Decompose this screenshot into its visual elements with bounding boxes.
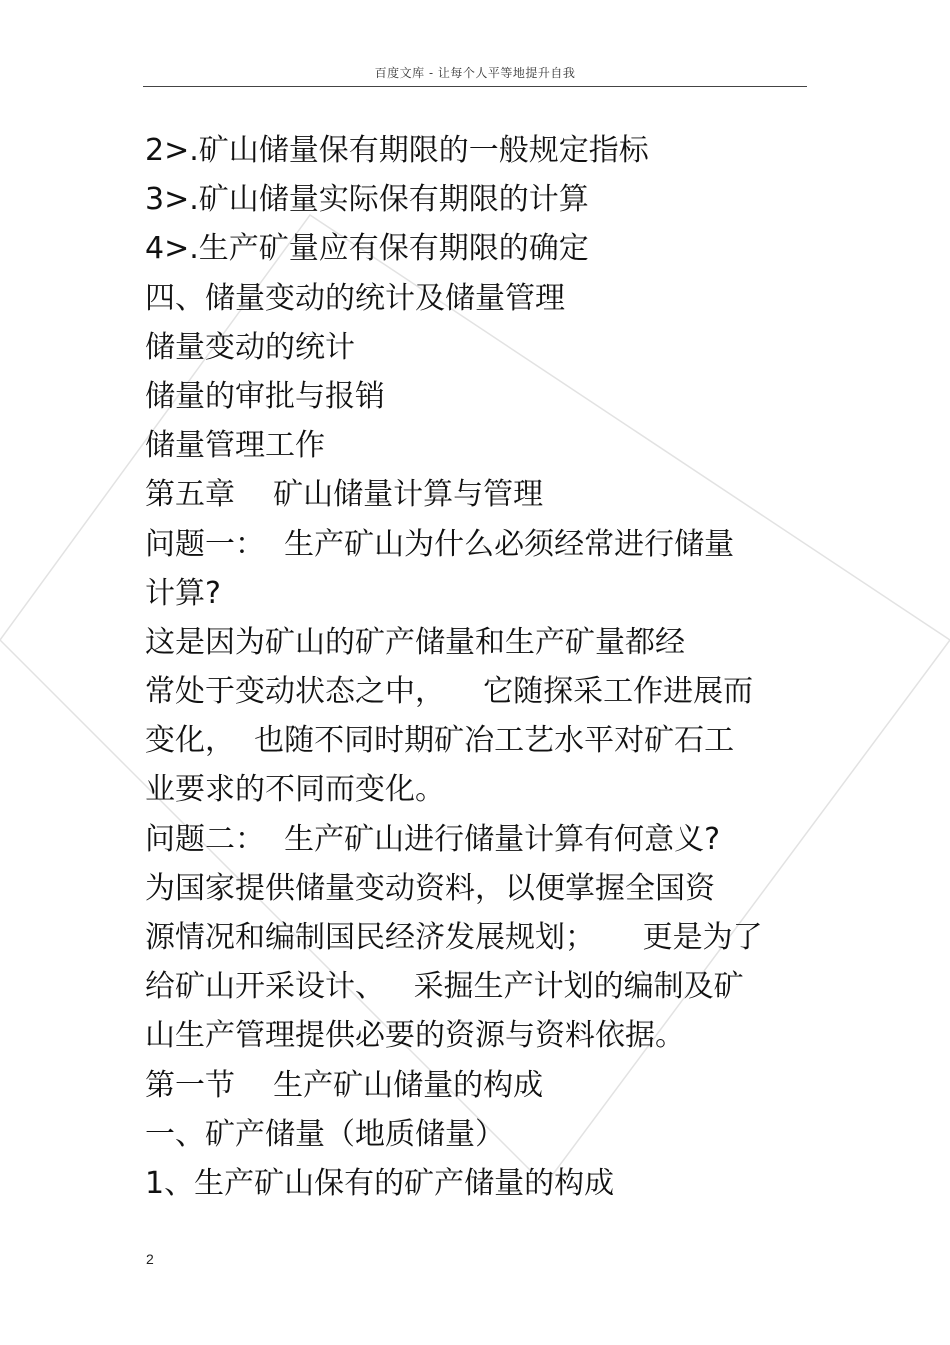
text-line: 为国家提供储量变动资料，以便掌握全国资 (145, 870, 715, 906)
text-line: 储量的审批与报销 (145, 378, 385, 414)
text-line: 这是因为矿山的矿产储量和生产矿量都经 (145, 624, 685, 660)
text-line: 源情况和编制国民经济发展规划； 更是为了 (145, 920, 763, 955)
page-number: 2 (146, 1251, 154, 1267)
chapter-heading: 第五章 矿山储量计算与管理 (145, 477, 544, 513)
section-heading: 第一节 生产矿山储量的构成 (145, 1067, 544, 1103)
text-line: 业要求的不同而变化。 (145, 772, 445, 808)
question-line: 问题二： 生产矿山进行储量计算有何意义? (145, 821, 720, 857)
text-line: 3>.矿山储量实际保有期限的计算 (145, 182, 589, 218)
section-heading: 四、储量变动的统计及储量管理 (145, 280, 565, 316)
header-divider (143, 86, 807, 87)
document-body (145, 126, 795, 1208)
text-line: 储量变动的统计 (145, 329, 355, 365)
text-line: 计算? (145, 575, 221, 611)
text-line: 山生产管理提供必要的资源与资料依据。 (145, 1018, 685, 1054)
subsection-heading: 一、矿产储量（地质储量） (145, 1116, 505, 1152)
text-line: 储量管理工作 (145, 428, 325, 464)
text-line: 4>.生产矿量应有保有期限的确定 (145, 231, 589, 267)
text-line: 2>.矿山储量保有期限的一般规定指标 (145, 133, 649, 168)
text-line: 给矿山开采设计、 采掘生产计划的编制及矿 (145, 969, 744, 1005)
question-line: 问题一： 生产矿山为什么必须经常进行储量 (145, 526, 735, 562)
header-title: 百度文库 - 让每个人平等地提升自我 (374, 66, 576, 80)
text-line: 1、生产矿山保有的矿产储量的构成 (145, 1165, 615, 1201)
text-line: 变化， 也随不同时期矿冶工艺水平对矿石工 (145, 723, 735, 759)
text-line: 常处于变动状态之中， 它随探采工作进展而 (145, 674, 754, 710)
